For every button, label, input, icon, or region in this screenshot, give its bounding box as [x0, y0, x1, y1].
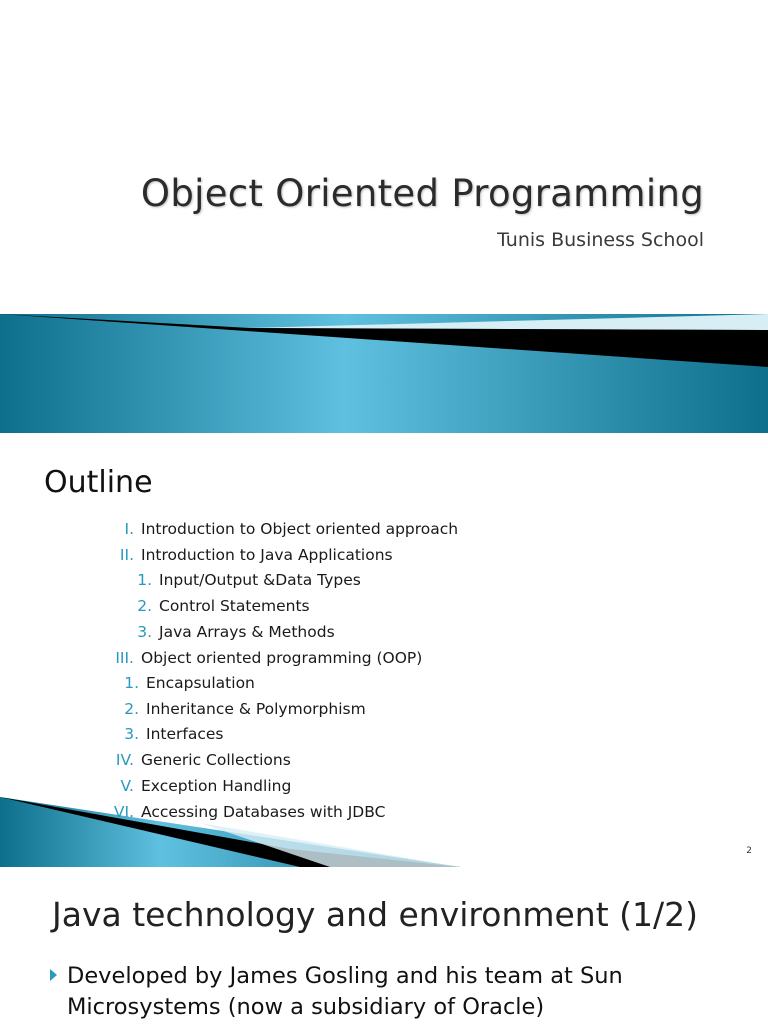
outline-item-number: V.	[120, 777, 134, 795]
outline-item-text: Interfaces	[146, 725, 224, 743]
outline-item-number: 3.	[137, 623, 152, 641]
outline-item	[124, 520, 459, 542]
outline-item-text: Input/Output &Data Types	[159, 571, 361, 589]
outline-item-number: IV.	[115, 751, 134, 769]
presentation-title: Object Oriented Programming	[140, 172, 704, 215]
outline-item-text: Object oriented programming (OOP)	[141, 649, 423, 667]
outline-item-number: I.	[124, 520, 134, 538]
outline-item-text: Java Arrays & Methods	[159, 623, 335, 641]
title-slide	[0, 0, 768, 433]
triangle-bullet-icon	[50, 969, 57, 981]
outline-item	[124, 725, 224, 747]
outline-item-number: 2.	[137, 597, 152, 615]
outline-item	[119, 546, 393, 568]
outline-item	[120, 777, 292, 799]
outline-item-text: Inheritance & Polymorphism	[146, 700, 366, 718]
outline-item	[137, 623, 335, 645]
outline-item-number: II.	[119, 546, 134, 564]
outline-list	[0, 433, 768, 867]
slide-title: Java technology and environment (1/2)	[52, 895, 699, 934]
outline-item-number: 2.	[124, 700, 139, 718]
outline-item-text: Encapsulation	[146, 674, 255, 692]
outline-item-number: 1.	[137, 571, 152, 589]
outline-item-number: VI.	[113, 803, 134, 821]
outline-item-text: Introduction to Object oriented approach	[141, 520, 459, 538]
outline-item	[115, 649, 423, 671]
outline-item	[113, 803, 386, 825]
outline-item-text: Introduction to Java Applications	[141, 546, 393, 564]
outline-item-number: 1.	[124, 674, 139, 692]
outline-slide	[0, 433, 768, 867]
presentation-subtitle: Tunis Business School	[497, 229, 704, 251]
outline-item-number: III.	[115, 649, 134, 667]
outline-item-text: Accessing Databases with JDBC	[141, 803, 386, 821]
outline-item	[137, 571, 361, 593]
decorative-band	[0, 290, 768, 433]
outline-item	[124, 674, 255, 696]
outline-item	[115, 751, 291, 773]
outline-item-text: Generic Collections	[141, 751, 291, 769]
outline-item	[137, 597, 310, 619]
bullet-text: Developed by James Gosling and his team at Sun Microsystems (now a subsidiary of Oracle)	[67, 963, 623, 1020]
outline-item-text: Exception Handling	[141, 777, 292, 795]
page-number: 2	[746, 846, 752, 856]
outline-item-text: Control Statements	[159, 597, 310, 615]
outline-title: Outline	[44, 465, 153, 500]
content-slide	[0, 867, 768, 1024]
outline-item-number: 3.	[124, 725, 139, 743]
outline-item	[124, 700, 366, 722]
